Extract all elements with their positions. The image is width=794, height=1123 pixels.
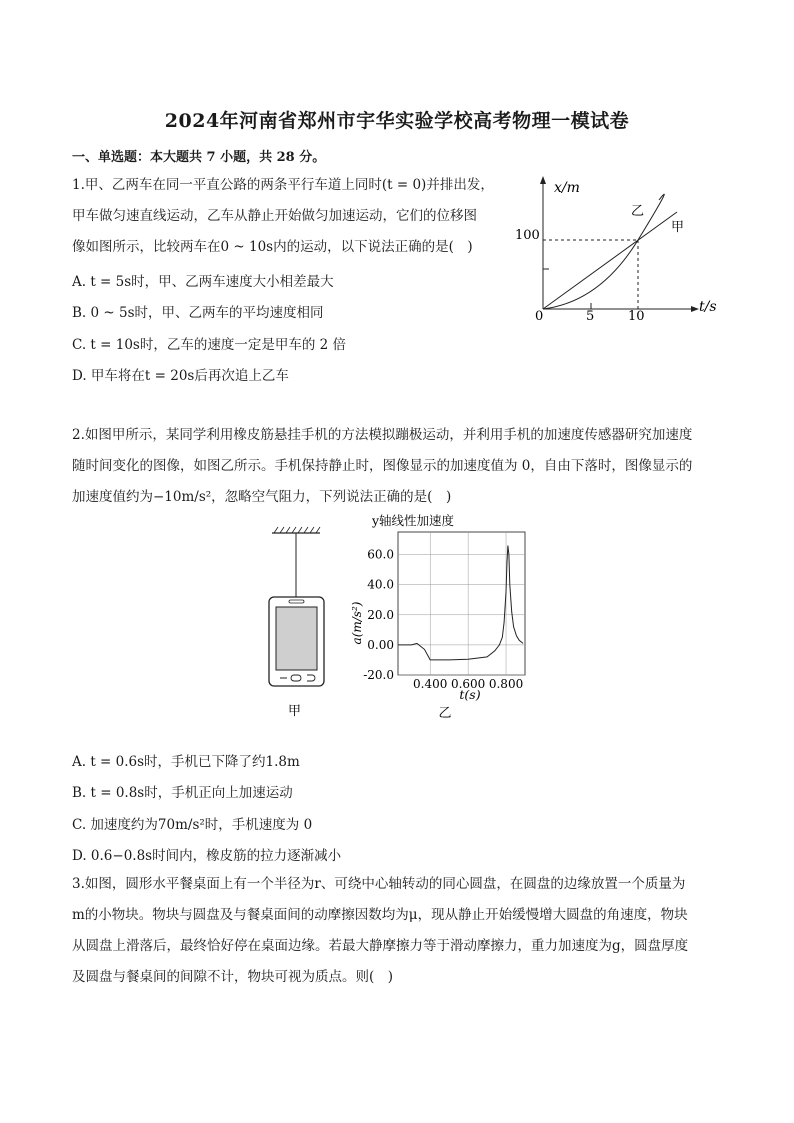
curve-label-yi: 乙 — [631, 204, 645, 219]
chart-x-tick-label: 0.800 — [488, 677, 524, 691]
q1-displacement-graph — [505, 172, 730, 327]
q3-stem-line: 及圆盘与餐桌间的间隙不计，物块可视为质点。则( ) — [72, 969, 394, 985]
chart-y-tick-label: 20.0 — [367, 607, 394, 622]
q1-option-a[interactable]: A. t = 5s时，甲、乙两车速度大小相差最大 — [72, 274, 334, 290]
chart-series-line — [398, 546, 523, 660]
y-axis-arrow-icon — [540, 176, 546, 184]
q2-stem-line: 随时间变化的图像，如图乙所示。手机保持静止时，图像显示的加速度值为 0，自由下落时，图像显示的 — [72, 458, 693, 474]
q2-acceleration-chart — [345, 510, 530, 720]
q3-stem-line: 从圆盘上滑落后，最终恰好停在桌面边缘。若最大静摩擦力等于滑动摩擦力，重力加速度为g，圆盘厚度 — [72, 938, 689, 954]
chart-y-tick-label: 40.0 — [367, 577, 394, 592]
chart-x-tick-label: 0.600 — [450, 677, 486, 691]
y-axis-label: x/m — [554, 180, 580, 196]
q2-phone-figure — [262, 525, 332, 725]
q1-option-d[interactable]: D. 甲车将在t = 20s后再次追上乙车 — [72, 368, 289, 384]
q1-option-b[interactable]: B. 0 ~ 5s时，甲、乙两车的平均速度相同 — [72, 305, 324, 321]
q3-stem-line: m的小物块。物块与圆盘及与餐桌面间的动摩擦因数均为μ，现从静止开始缓慢增大圆盘的角速度，物块 — [72, 907, 688, 923]
y-tick-label-100: 100 — [515, 228, 540, 243]
fig-caption-jia: 甲 — [288, 704, 302, 719]
origin-label: 0 — [535, 309, 544, 324]
q1-stem-line: 像如图所示，比较两车在0 ~ 10s内的运动，以下说法正确的是( ) — [72, 239, 473, 255]
x-tick-label-10: 10 — [628, 309, 645, 324]
chart-y-tick-label: 60.0 — [367, 547, 394, 562]
q2-stem-line: 2.如图甲所示，某同学利用橡皮筋悬挂手机的方法模拟蹦极运动，并利用手机的加速度传感器研究加速度 — [72, 427, 693, 443]
q1-stem-line: 1.甲、乙两车在同一平直公路的两条平行车道上同时(t = 0)并排出发， — [72, 177, 494, 193]
phone-screen — [276, 607, 317, 670]
q1-stem-line: 甲车做匀速直线运动，乙车从静止开始做匀加速运动，它们的位移图 — [72, 208, 477, 224]
x-tick-label-5: 5 — [586, 309, 595, 324]
q2-option-b[interactable]: B. t = 0.8s时，手机正向上加速运动 — [72, 785, 293, 801]
chart-y-tick-label: 0.00 — [367, 637, 394, 652]
q1-option-c[interactable]: C. t = 10s时，乙车的速度一定是甲车的 2 倍 — [72, 337, 347, 353]
x-axis-label: t/s — [699, 299, 717, 315]
q2-option-d[interactable]: D. 0.6−0.8s时间内，橡皮筋的拉力逐渐减小 — [72, 848, 342, 864]
page-title: 2024年河南省郑州市宇华实验学校高考物理一模试卷 — [164, 110, 630, 132]
chart-y-tick-label: -20.0 — [363, 668, 394, 682]
curve-yi — [543, 194, 664, 309]
line-jia — [543, 212, 677, 309]
x-axis-arrow-icon — [691, 306, 699, 312]
chart-y-label: a(m/s²) — [350, 601, 364, 645]
chart-x-label: t(s) — [459, 687, 481, 702]
section-heading: 一、单选题：本大题共 7 小题，共 28 分。 — [72, 150, 326, 165]
ceiling-hatch — [274, 527, 320, 533]
chart-title: y轴线性加速度 — [372, 513, 455, 528]
q3-stem-line: 3.如图，圆形水平餐桌面上有一个半径为r、可绕中心轴转动的同心圆盘，在圆盘的边缘放置一个质量为 — [72, 876, 686, 892]
fig-caption-yi: 乙 — [438, 706, 452, 720]
curve-label-jia: 甲 — [671, 220, 685, 235]
q2-option-c[interactable]: C. 加速度约为70m/s²时，手机速度为 0 — [72, 817, 313, 833]
q2-option-a[interactable]: A. t = 0.6s时，手机已下降了约1.8m — [72, 754, 300, 770]
q2-stem-line: 加速度值约为−10m/s²，忽略空气阻力，下列说法正确的是( ) — [72, 489, 452, 505]
chart-x-tick-label: 0.400 — [413, 677, 448, 691]
